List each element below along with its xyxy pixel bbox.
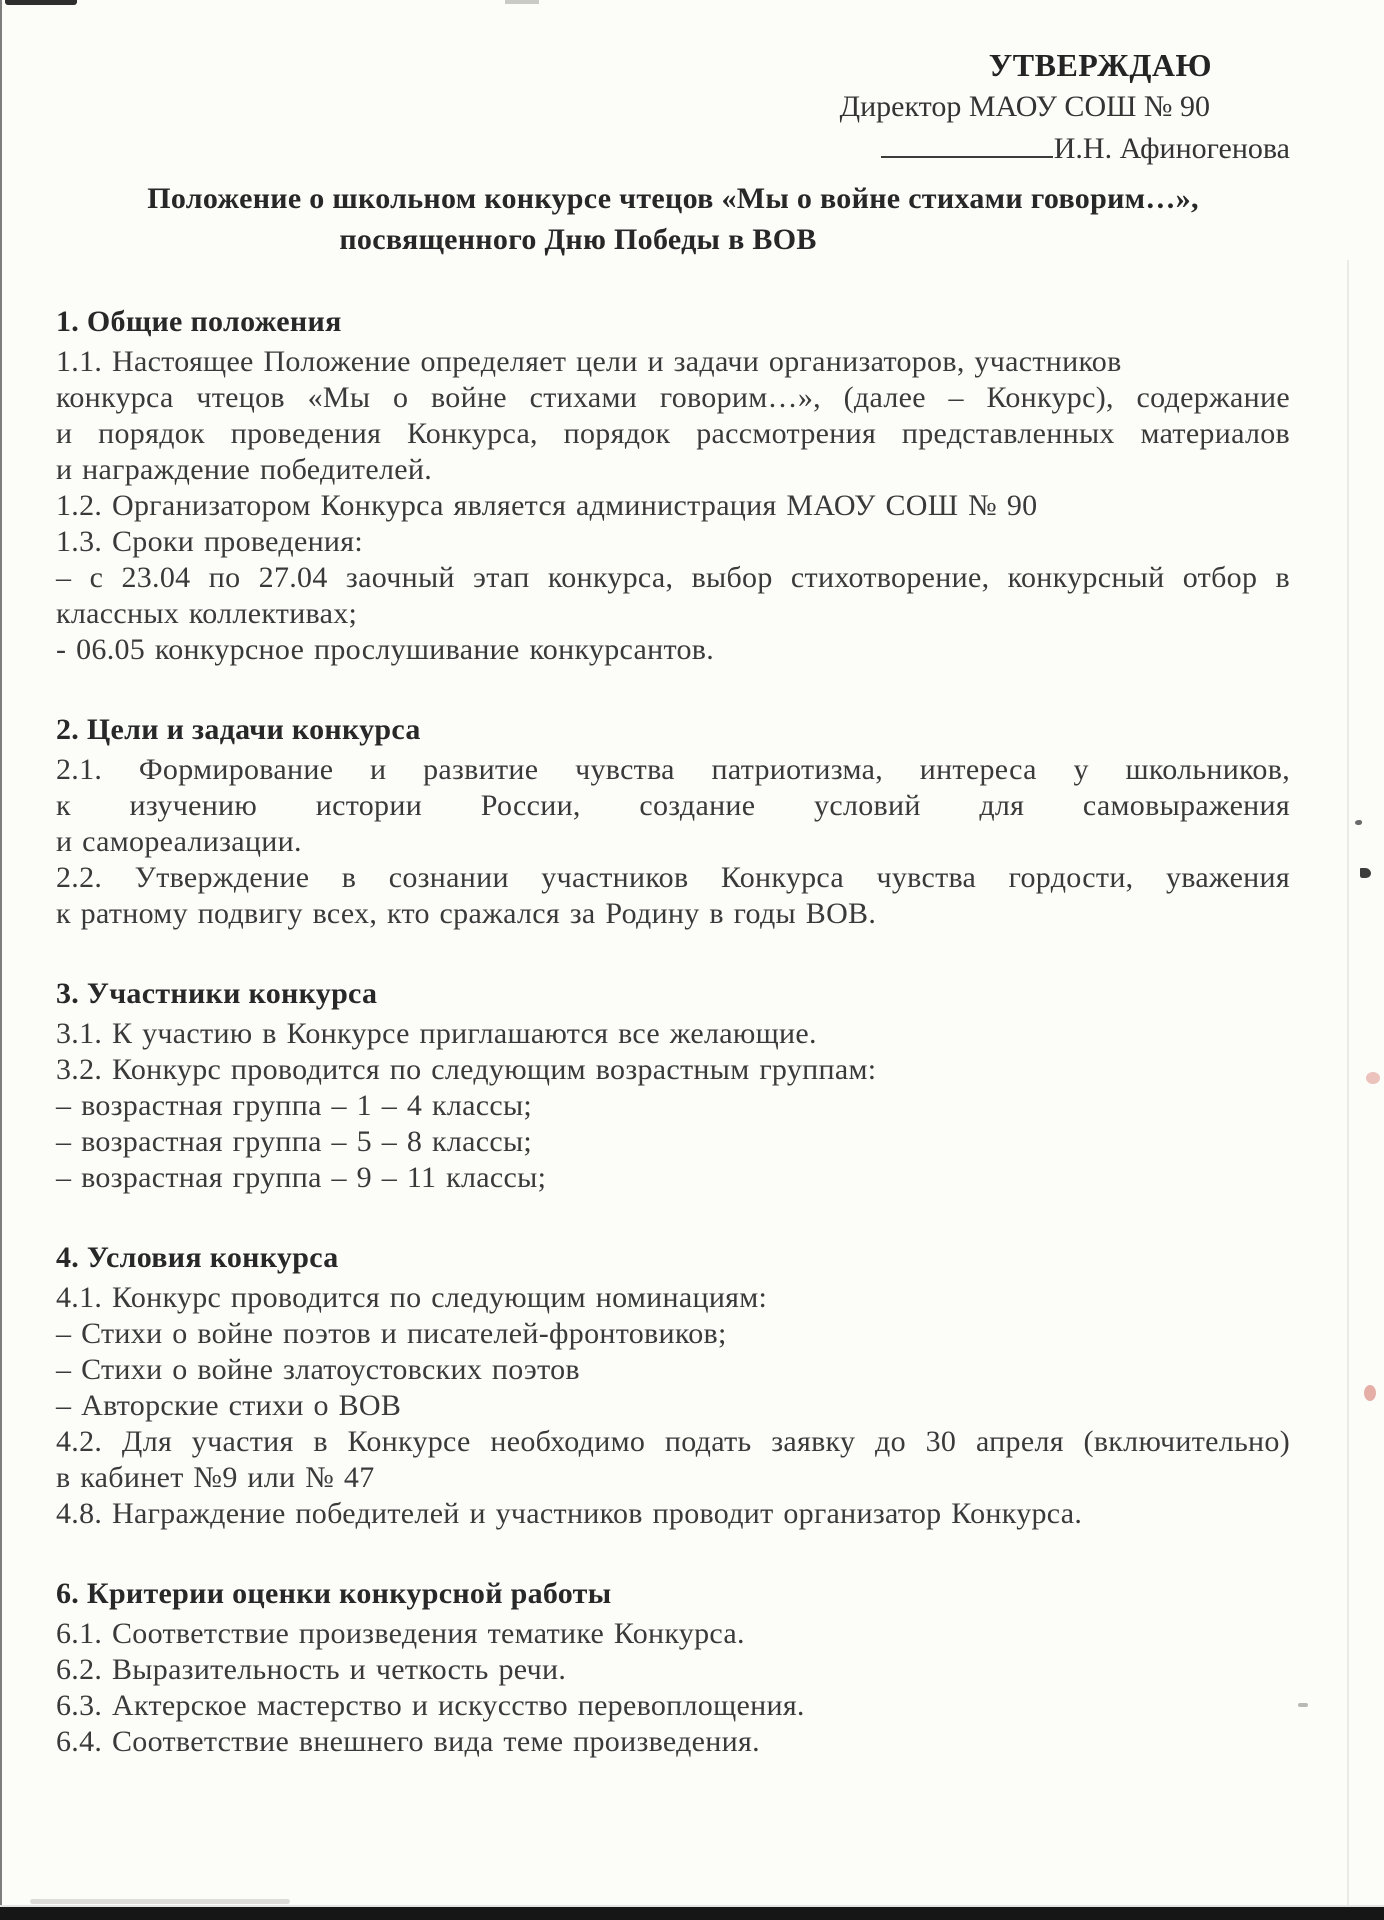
section-heading: 6. Критерии оценки конкурсной работы [56,1577,612,1610]
section-heading: 1. Общие положения [56,305,342,338]
nomination-line: – Стихи о войне златоустовских поэтов [56,1353,580,1386]
scan-bottom-black-band [0,1907,1384,1920]
section-participants [56,972,1290,1196]
section-heading: 3. Участники конкурса [56,977,378,1010]
body-line: 4.1. Конкурс проводится по следующим номинациям: [56,1281,768,1314]
scan-bottom-gray-line [0,1905,1384,1908]
section-goals-objectives [56,708,1290,932]
body-line: 4.8. Награждение победителей и участников проводит организатор Конкурса. [56,1497,1083,1530]
body-line: к ратному подвигу всех, кто сражался за Родину в годы ВОВ. [56,897,877,930]
body-line: 1.3. Сроки проведения: [56,525,364,558]
signature-underline [881,154,1053,158]
approval-director-line: Директор МАОУ СОШ № 90 [839,90,1210,123]
approval-block [56,44,1290,170]
body-line: в кабинет №9 или № 47 [56,1461,375,1494]
section-evaluation-criteria [56,1572,1290,1760]
scan-bottom-smudge [30,1899,290,1904]
body-line: к изучению истории России, создание условий для самовыражения [56,789,1290,822]
section-heading: 2. Цели и задачи конкурса [56,713,421,746]
body-line: и порядок проведения Конкурса, порядок рассмотрения представленных материалов [56,417,1290,450]
body-line: конкурса чтецов «Мы о войне стихами говорим…», (далее – Конкурс), содержание [56,381,1290,414]
body-line: 3.1. К участию в Конкурсе приглашаются все желающие. [56,1017,817,1050]
body-line: 1.1. Настоящее Положение определяет цели и задачи организаторов, участников [56,345,1122,378]
approval-signature-line [56,128,1290,170]
body-line: 2.2. Утверждение в сознании участников Конкурса чувства гордости, уважения [56,861,1290,894]
body-line: и самореализации. [56,825,302,858]
body-line: 3.2. Конкурс проводится по следующим возрастным группам: [56,1053,877,1086]
document-title-line2: посвященного Дню Победы в ВОВ [339,223,817,256]
criterion-line: 6.3. Актерское мастерство и искусство перевоплощения. [56,1689,805,1722]
nomination-line: – Авторские стихи о ВОВ [56,1389,402,1422]
nomination-line: – Стихи о войне поэтов и писателей-фронтовиков; [56,1317,727,1350]
body-line: и награждение победителей. [56,453,433,486]
body-line: классных коллективах; [56,597,358,630]
criterion-line: 6.1. Соответствие произведения тематике Конкурса. [56,1617,745,1650]
body-line: – с 23.04 по 27.04 заочный этап конкурса, выбор стихотворение, конкурсный отбор в [56,561,1290,594]
body-line: 4.2. Для участия в Конкурсе необходимо подать заявку до 30 апреля (включительно) [56,1425,1290,1458]
section-heading: 4. Условия конкурса [56,1241,339,1274]
body-line: - 06.05 конкурсное прослушивание конкурсантов. [56,633,715,666]
body-line: 1.2. Организатором Конкурса является администрация МАОУ СОШ № 90 [56,489,1038,522]
document-title [56,178,1290,260]
body-line: 2.1. Формирование и развитие чувства патриотизма, интереса у школьников, [56,753,1290,786]
criterion-line: 6.4. Соответствие внешнего вида теме произведения. [56,1725,760,1758]
signature-name: И.Н. Афиногенова [1053,132,1290,165]
section-conditions [56,1236,1290,1532]
age-group-line: – возрастная группа – 9 – 11 классы; [56,1161,547,1194]
approval-stamp: УТВЕРЖДАЮ [988,47,1212,83]
age-group-line: – возрастная группа – 5 – 8 классы; [56,1125,533,1158]
age-group-line: – возрастная группа – 1 – 4 классы; [56,1089,533,1122]
section-general-provisions [56,300,1290,668]
criterion-line: 6.2. Выразительность и четкость речи. [56,1653,567,1686]
document-title-line1: Положение о школьном конкурсе чтецов «Мы о войне стихами говорим…», [147,182,1199,215]
